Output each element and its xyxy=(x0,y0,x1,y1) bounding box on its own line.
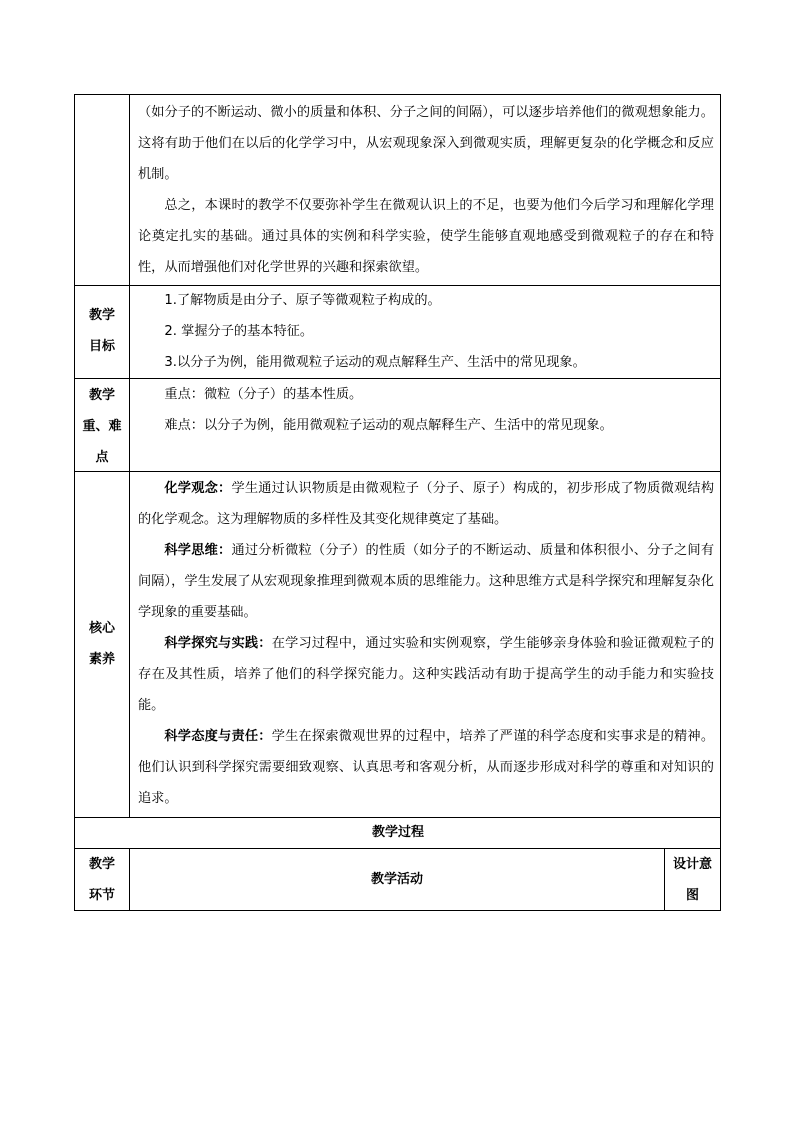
literacy-item xyxy=(138,535,714,628)
key-points-label xyxy=(76,380,128,473)
intro-paragraph-2: 总之，本课时的教学不仅要弥补学生在微观认识上的不足，也要为他们今后学习和理解化学理论奠定扎实的基础。通过具体的实例和科学实验，使学生能够直观地感受到微观粒子的存在和特性，从而增强他们对化学世界的兴趣和探索欲望。 xyxy=(138,198,714,275)
difficult-point: 难点：以分子为例，能用微观粒子运动的观点解释生产、生活中的常见现象。 xyxy=(164,418,613,433)
goal-item: 2. 掌握分子的基本特征。 xyxy=(164,324,314,339)
process-col-stage xyxy=(76,849,128,911)
goal-item: 3.以分子为例，能用微观粒子运动的观点解释生产、生活中的常见现象。 xyxy=(164,355,586,370)
literacy-item-title: 科学探究与实践： xyxy=(164,636,272,651)
label-column-divider xyxy=(129,94,130,817)
process-col-stage-line2: 环节 xyxy=(88,888,115,903)
literacy-item-title: 科学态度与责任： xyxy=(164,729,272,744)
literacy-item xyxy=(138,628,714,721)
intro-paragraph-1: （如分子的不断运动、微小的质量和体积、分子之间的间隔），可以逐步培养他们的微观想象能力。这将有助于他们在以后的化学学习中，从宏观现象深入到微观实质，理解更复杂的化学概念和反应机制。 xyxy=(138,105,714,182)
key-points-label-line1: 教学 xyxy=(88,388,115,403)
table-border-right xyxy=(720,94,721,911)
row-divider xyxy=(74,817,721,818)
row-divider xyxy=(74,471,721,472)
literacy-item-text: 学生在探索微观世界的过程中，培养了严谨的科学态度和实事求是的精神。他们认识到科学探究需要细致观察、认真思考和客观分析，从而逐步形成对科学的尊重和对知识的追求。 xyxy=(138,729,715,806)
literacy-item-text: 通过分析微粒（分子）的性质（如分子的不断运动、质量和体积很小、分子之间有间隔），学生发展了从宏观现象推理到微观本质的思维能力。这种思维方式是科学探究和理解复杂化学现象的重要基础。 xyxy=(138,543,715,620)
process-col-activity: 教学活动 xyxy=(370,872,423,887)
goals-label xyxy=(76,300,128,362)
key-points-label-line3: 点 xyxy=(95,450,109,465)
goal-item: 1.了解物质是由分子、原子等微观粒子构成的。 xyxy=(164,293,441,308)
table-border-left xyxy=(74,94,75,911)
literacy-label-line1: 核心 xyxy=(88,621,115,636)
literacy-item-text: 学生通过认识物质是由微观粒子（分子、原子）构成的，初步形成了物质微观结构的化学观念。这为理解物质的多样性及其变化规律奠定了基础。 xyxy=(138,481,715,527)
process-col-intent-line2: 图 xyxy=(685,888,699,903)
table-border-bottom xyxy=(74,910,721,911)
literacy-label-line2: 素养 xyxy=(88,652,115,667)
literacy-label xyxy=(76,613,128,675)
goals-label-line1: 教学 xyxy=(88,308,115,323)
row-divider xyxy=(74,848,721,849)
literacy-item-text: 在学习过程中，通过实验和实例观察，学生能够亲身体验和验证微观粒子的存在及其性质，培养了他们的科学探究能力。这种实践活动有助于提高学生的动手能力和实验技能。 xyxy=(138,636,715,713)
literacy-item-title: 化学观念： xyxy=(164,481,232,496)
literacy-item-title: 科学思维： xyxy=(164,543,232,558)
process-title: 教学过程 xyxy=(371,825,424,840)
literacy-item xyxy=(138,721,714,814)
process-col-intent-line1: 设计意 xyxy=(672,857,712,872)
goals-label-line2: 目标 xyxy=(88,339,115,354)
process-col-stage-line1: 教学 xyxy=(88,857,115,872)
process-col-intent xyxy=(665,849,720,911)
table-border-top xyxy=(74,94,721,95)
literacy-item xyxy=(138,473,714,535)
key-point: 重点：微粒（分子）的基本性质。 xyxy=(164,387,363,402)
key-points-label-line2: 重、难 xyxy=(82,419,122,434)
